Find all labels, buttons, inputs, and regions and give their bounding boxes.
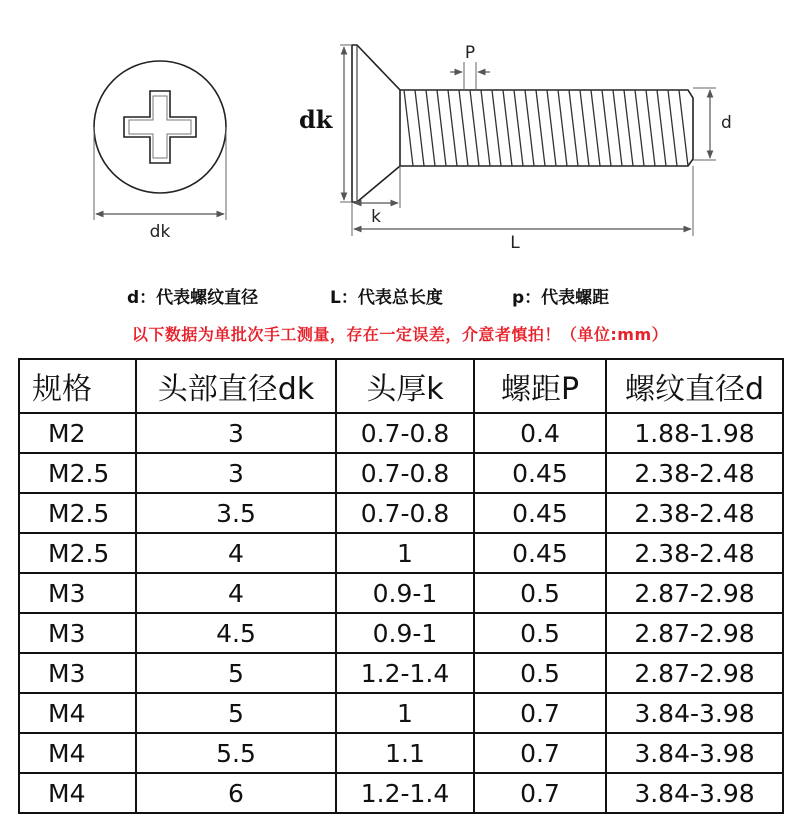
dk-side-label: dk [299,105,333,134]
cell-head-thickness: 0.7-0.8 [336,413,474,453]
table-row [19,533,783,573]
legend-d: d：代表螺纹直径 [127,288,259,308]
table-row [19,493,783,533]
table-row [19,693,783,733]
thread-d-label: d [721,113,732,133]
spec-table [18,358,784,814]
table-row [19,453,783,493]
cell-thread-diameter: 2.87-2.98 [606,613,783,653]
cell-head-thickness: 1.1 [336,733,474,773]
cell-spec: M4 [19,773,136,813]
pitch-label: P [464,43,476,63]
cell-thread-diameter: 3.84-3.98 [606,733,783,773]
cell-spec: M3 [19,613,136,653]
cell-spec: M2.5 [19,453,136,493]
cell-pitch: 0.7 [474,773,606,813]
length-label: L [510,233,520,253]
cell-head-diameter: 5 [136,693,336,733]
cell-head-thickness: 0.9-1 [336,613,474,653]
cell-pitch: 0.45 [474,533,606,573]
cell-head-diameter: 6 [136,773,336,813]
cell-head-thickness: 1 [336,533,474,573]
cell-thread-diameter: 3.84-3.98 [606,773,783,813]
header-head-diameter: 头部直径dk [136,359,336,413]
cell-spec: M3 [19,653,136,693]
cell-head-diameter: 4 [136,533,336,573]
legend-length: L：代表总长度 [330,288,443,308]
cell-head-thickness: 0.9-1 [336,573,474,613]
cell-head-thickness: 0.7-0.8 [336,493,474,533]
cell-thread-diameter: 3.84-3.98 [606,693,783,733]
cell-pitch: 0.5 [474,573,606,613]
measurement-notice: 以下数据为单批次手工测量，存在一定误差，介意者慎拍！（单位:mm） [131,325,669,344]
header-thread-diameter: 螺纹直径d [606,359,783,413]
cell-thread-diameter: 2.38-2.48 [606,493,783,533]
cell-spec: M4 [19,733,136,773]
table-row [19,613,783,653]
table-row [19,573,783,613]
cell-pitch: 0.45 [474,493,606,533]
cell-pitch: 0.7 [474,733,606,773]
head-k-label: k [371,207,381,227]
table-row [19,773,783,813]
cell-thread-diameter: 2.87-2.98 [606,653,783,693]
cell-head-diameter: 3.5 [136,493,336,533]
cell-spec: M2.5 [19,533,136,573]
cell-head-diameter: 3 [136,413,336,453]
header-head-thickness: 头厚k [336,359,474,413]
cell-thread-diameter: 2.87-2.98 [606,573,783,613]
cell-pitch: 0.7 [474,693,606,733]
table-row [19,733,783,773]
cell-spec: M2.5 [19,493,136,533]
cell-pitch: 0.45 [474,453,606,493]
cell-pitch: 0.4 [474,413,606,453]
head-front-view [94,61,226,242]
cell-spec: M3 [19,573,136,613]
screw-drawing [0,0,800,275]
cell-head-diameter: 3 [136,453,336,493]
cell-pitch: 0.5 [474,613,606,653]
header-spec: 规格 [19,359,136,413]
header-pitch: 螺距P [474,359,606,413]
cell-head-diameter: 5.5 [136,733,336,773]
cell-head-diameter: 5 [136,653,336,693]
phillips-cross-icon [124,91,196,163]
cell-head-thickness: 1 [336,693,474,733]
cell-head-thickness: 1.2-1.4 [336,653,474,693]
table-header-row [19,359,783,413]
table-row [19,653,783,693]
cell-thread-diameter: 1.88-1.98 [606,413,783,453]
cell-head-diameter: 4.5 [136,613,336,653]
cell-head-thickness: 0.7-0.8 [336,453,474,493]
screw-side-view [299,43,732,253]
table-row [19,413,783,453]
dk-front-label: dk [149,222,171,242]
cell-spec: M2 [19,413,136,453]
legend-pitch: p：代表螺距 [512,288,610,308]
cell-head-thickness: 1.2-1.4 [336,773,474,813]
legend [0,283,800,309]
cell-head-diameter: 4 [136,573,336,613]
cell-spec: M4 [19,693,136,733]
cell-thread-diameter: 2.38-2.48 [606,453,783,493]
cell-pitch: 0.5 [474,653,606,693]
cell-thread-diameter: 2.38-2.48 [606,533,783,573]
